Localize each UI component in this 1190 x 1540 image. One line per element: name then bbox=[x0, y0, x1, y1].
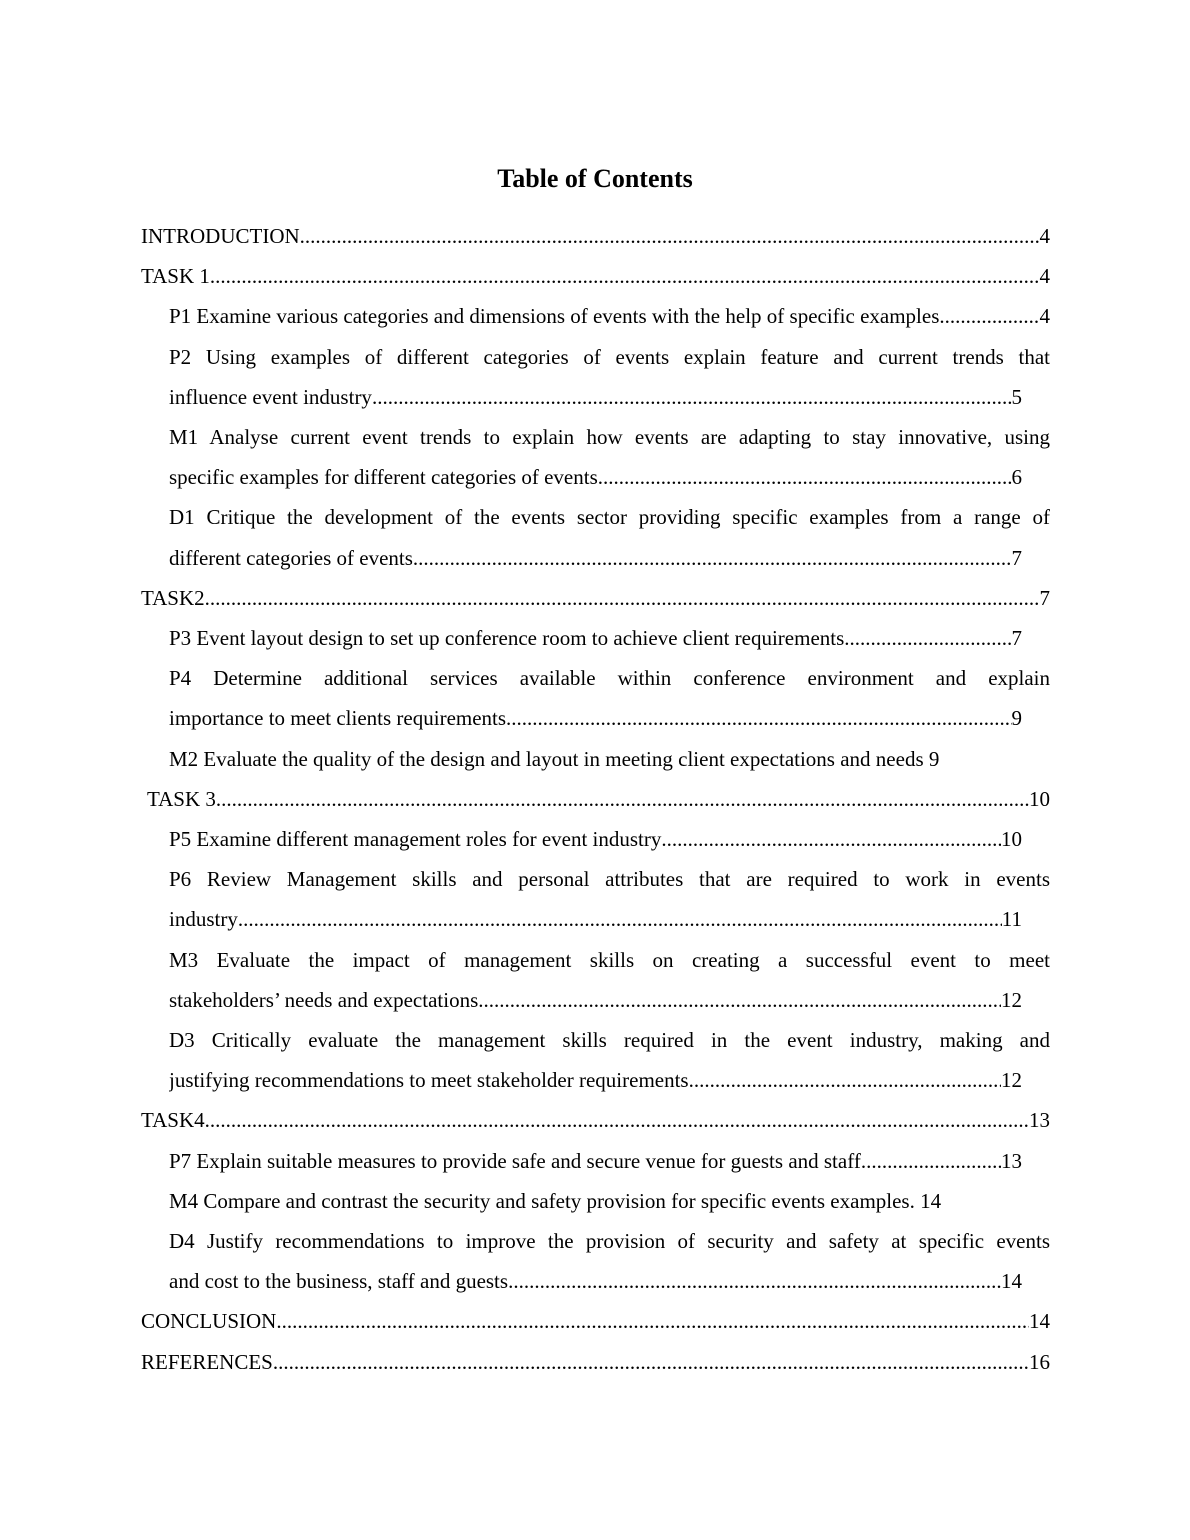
toc-entry-task1[interactable] bbox=[141, 256, 1050, 296]
dot-leader bbox=[844, 618, 1011, 658]
toc-entry-line-2: justifying recommendations to meet stakeholder requirements bbox=[169, 1068, 689, 1093]
toc-entry-p1[interactable] bbox=[141, 296, 1050, 336]
toc-entry-line-2: stakeholders’ needs and expectations bbox=[169, 987, 479, 1012]
toc-page-number: 12 bbox=[1001, 1068, 1022, 1093]
toc-entry-line-1: M1 Analyse current event trends to explain how events are adapting to stay innovative, using bbox=[169, 425, 1050, 450]
toc-entry-line-2: and cost to the business, staff and guests bbox=[169, 1269, 509, 1294]
toc-entry-d4[interactable] bbox=[141, 1221, 1050, 1301]
toc-entry-d1[interactable] bbox=[141, 497, 1050, 577]
toc-entry-m2[interactable] bbox=[141, 739, 1050, 779]
toc-page-number: 13 bbox=[1029, 1108, 1050, 1133]
toc-entry-label: CONCLUSION bbox=[141, 1309, 277, 1334]
toc-page-number: 16 bbox=[1029, 1349, 1050, 1374]
toc-page-number: 4 bbox=[1039, 264, 1050, 289]
dot-leader bbox=[276, 1301, 1029, 1341]
dot-leader bbox=[689, 1060, 1001, 1100]
toc-page-number: 7 bbox=[1039, 585, 1050, 610]
toc-entry-task2[interactable] bbox=[141, 578, 1050, 618]
toc-entry-label: M4 Compare and contrast the security and safety provision for specific events examples. bbox=[169, 1188, 915, 1213]
dot-leader bbox=[661, 819, 1001, 859]
toc-entry-line-2: specific examples for different categories of events bbox=[169, 465, 598, 490]
dot-leader bbox=[300, 216, 1040, 256]
toc-entry-label: INTRODUCTION bbox=[141, 224, 300, 248]
toc-page-number: 14 bbox=[920, 1188, 942, 1213]
toc-entry-p6[interactable] bbox=[141, 859, 1050, 939]
toc-entry-references[interactable] bbox=[141, 1342, 1050, 1382]
dot-leader bbox=[861, 1141, 1001, 1181]
toc-entry-p7[interactable] bbox=[141, 1141, 1050, 1181]
toc-page-number: 9 bbox=[1011, 706, 1022, 731]
toc-entry-label: M2 Evaluate the quality of the design and layout in meeting client expectations and needs bbox=[169, 746, 924, 771]
toc-entry-line-2: influence event industry bbox=[169, 384, 372, 409]
toc-entry-task4[interactable] bbox=[141, 1100, 1050, 1140]
toc-entry-label: TASK 3 bbox=[147, 786, 216, 811]
toc-title: Table of Contents bbox=[497, 164, 693, 193]
dot-leader bbox=[205, 1100, 1029, 1140]
dot-leader bbox=[216, 779, 1029, 819]
toc-entry-introduction[interactable] bbox=[141, 216, 1050, 256]
toc-entry-line-2: importance to meet clients requirements bbox=[169, 706, 507, 731]
toc-entry-line-1: M3 Evaluate the impact of management skills on creating a successful event to meet bbox=[169, 947, 1050, 972]
toc-entry-p5[interactable] bbox=[141, 819, 1050, 859]
toc-entry-label: P5 Examine different management roles for event industry bbox=[169, 827, 662, 852]
dot-leader bbox=[210, 256, 1040, 296]
toc-entry-label: TASK2 bbox=[141, 585, 205, 610]
toc-entry-label: P7 Explain suitable measures to provide safe and secure venue for guests and staff bbox=[169, 1148, 861, 1173]
toc-entry-task3[interactable] bbox=[141, 779, 1050, 819]
dot-leader bbox=[478, 980, 1001, 1020]
dot-leader bbox=[372, 377, 1012, 417]
toc-page-number: 7 bbox=[1011, 626, 1022, 651]
dot-leader bbox=[598, 457, 1012, 497]
dot-leader bbox=[273, 1342, 1029, 1382]
toc-entry-line-1: D1 Critique the development of the events sector providing specific examples from a range of bbox=[169, 505, 1050, 530]
dot-leader bbox=[205, 578, 1040, 618]
toc-entry-p3[interactable] bbox=[141, 618, 1050, 658]
toc-entry-label: P3 Event layout design to set up conference room to achieve client requirements bbox=[169, 626, 845, 651]
toc-page-number: 14 bbox=[1001, 1269, 1022, 1294]
toc-page-number: 7 bbox=[1011, 545, 1022, 570]
toc-entry-line-2: different categories of events bbox=[169, 545, 413, 570]
toc-entry-line-1: P6 Review Management skills and personal attributes that are required to work in events bbox=[169, 867, 1050, 892]
toc-entry-line-2: industry bbox=[169, 907, 238, 932]
toc-page-number: 5 bbox=[1011, 384, 1022, 409]
toc-page-number: 11 bbox=[1001, 907, 1022, 932]
toc-entry-line-1: D3 Critically evaluate the management skills required in the event industry, making and bbox=[169, 1028, 1050, 1053]
toc-page-number: 10 bbox=[1029, 786, 1050, 811]
toc-entry-m1[interactable] bbox=[141, 417, 1050, 497]
toc-entry-m3[interactable] bbox=[141, 940, 1050, 1020]
dot-leader bbox=[413, 538, 1012, 578]
toc-page-number: 4 bbox=[1039, 304, 1050, 329]
toc-page-number: 9 bbox=[928, 746, 940, 771]
toc-entry-d3[interactable] bbox=[141, 1020, 1050, 1100]
toc-entry-line-1: P4 Determine additional services available within conference environment and explain bbox=[169, 666, 1050, 691]
toc-entry-m4[interactable] bbox=[141, 1181, 1050, 1221]
toc-entry-label: P1 Examine various categories and dimensions of events with the help of specific examples. bbox=[169, 304, 945, 329]
toc-entry-p4[interactable] bbox=[141, 658, 1050, 738]
toc-entry-label: TASK4 bbox=[141, 1108, 205, 1133]
toc-entry-line-1: D4 Justify recommendations to improve the provision of security and safety at specific events bbox=[169, 1229, 1050, 1254]
toc-entry-label: TASK 1 bbox=[141, 264, 210, 289]
dot-leader bbox=[506, 698, 1011, 738]
toc-entry-label: REFERENCES bbox=[141, 1349, 273, 1374]
toc-entry-conclusion[interactable] bbox=[141, 1301, 1050, 1341]
toc-entry-p2[interactable] bbox=[141, 337, 1050, 417]
toc-page-number: 12 bbox=[1001, 987, 1022, 1012]
dot-leader bbox=[238, 899, 1002, 939]
table-of-contents bbox=[141, 216, 1050, 1382]
toc-page-number: 4 bbox=[1039, 224, 1050, 248]
toc-page-number: 13 bbox=[1001, 1148, 1022, 1173]
toc-page-number: 6 bbox=[1011, 465, 1022, 490]
toc-page-number: 14 bbox=[1029, 1309, 1050, 1334]
toc-page-number: 10 bbox=[1001, 827, 1022, 852]
toc-entry-line-1: P2 Using examples of different categories of events explain feature and current trends that bbox=[169, 344, 1050, 369]
dot-leader bbox=[508, 1261, 1001, 1301]
dot-leader bbox=[945, 296, 1040, 336]
